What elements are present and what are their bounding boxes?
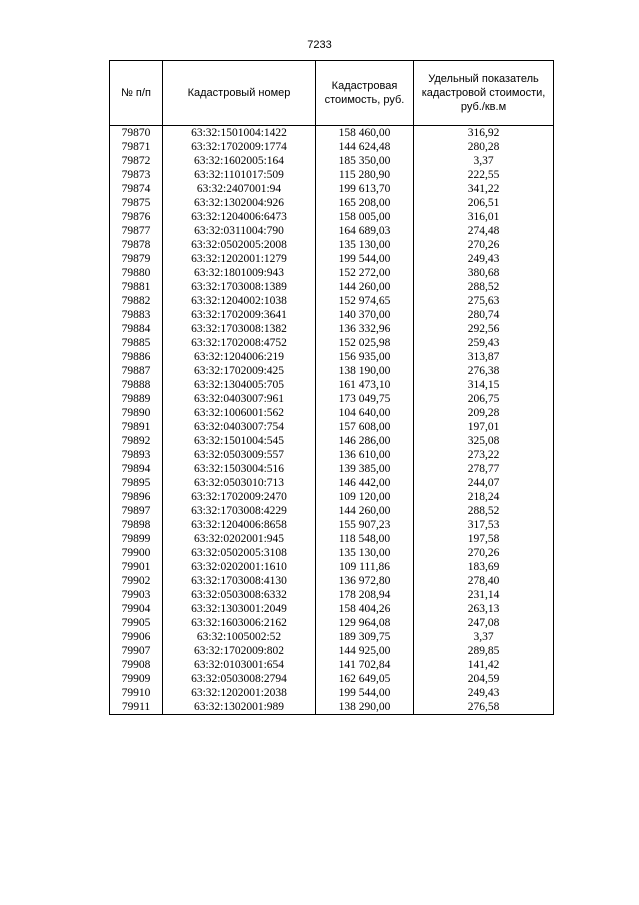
- specific-indicator: 380,68: [414, 266, 554, 280]
- cadastral-number: 63:32:1501004:545: [163, 434, 316, 448]
- cadastral-number: 63:32:1702009:1774: [163, 140, 316, 154]
- row-num: 79904: [110, 602, 163, 616]
- specific-indicator: 316,01: [414, 210, 554, 224]
- row-num: 79884: [110, 322, 163, 336]
- row-num: 79889: [110, 392, 163, 406]
- table-row: [110, 308, 554, 322]
- table-row: [110, 252, 554, 266]
- cadastral-number: 63:32:1702009:3641: [163, 308, 316, 322]
- specific-indicator: 249,43: [414, 252, 554, 266]
- cadastral-cost: 144 260,00: [316, 280, 414, 294]
- specific-indicator: 280,28: [414, 140, 554, 154]
- table-body: [110, 126, 554, 715]
- table-row: [110, 224, 554, 238]
- cadastral-cost: 189 309,75: [316, 630, 414, 644]
- cadastral-cost: 152 272,00: [316, 266, 414, 280]
- row-num: 79878: [110, 238, 163, 252]
- specific-indicator: 316,92: [414, 126, 554, 141]
- cadastral-number: 63:32:1501004:1422: [163, 126, 316, 141]
- table-row: [110, 504, 554, 518]
- table-row: [110, 658, 554, 672]
- table-row: [110, 602, 554, 616]
- cadastral-cost: 109 111,86: [316, 560, 414, 574]
- specific-indicator: 3,37: [414, 154, 554, 168]
- table-row: [110, 154, 554, 168]
- row-num: 79872: [110, 154, 163, 168]
- table-row: [110, 280, 554, 294]
- table-row: [110, 182, 554, 196]
- specific-indicator: 270,26: [414, 546, 554, 560]
- specific-indicator: 209,28: [414, 406, 554, 420]
- cadastral-cost: 152 974,65: [316, 294, 414, 308]
- cadastral-number: 63:32:1703008:4229: [163, 504, 316, 518]
- row-num: 79905: [110, 616, 163, 630]
- specific-indicator: 249,43: [414, 686, 554, 700]
- cadastral-number: 63:32:1304005:705: [163, 378, 316, 392]
- row-num: 79908: [110, 658, 163, 672]
- specific-indicator: 274,48: [414, 224, 554, 238]
- specific-indicator: 273,22: [414, 448, 554, 462]
- cadastral-cost: 144 624,48: [316, 140, 414, 154]
- cadastral-number: 63:32:0503010:713: [163, 476, 316, 490]
- cadastral-number: 63:32:0202001:945: [163, 532, 316, 546]
- specific-indicator: 314,15: [414, 378, 554, 392]
- cadastral-number: 63:32:1702009:802: [163, 644, 316, 658]
- row-num: 79896: [110, 490, 163, 504]
- row-num: 79886: [110, 350, 163, 364]
- cadastral-cost: 157 608,00: [316, 420, 414, 434]
- row-num: 79894: [110, 462, 163, 476]
- header-cadastral-cost: Кадастровая стоимость, руб.: [316, 61, 414, 126]
- specific-indicator: 141,42: [414, 658, 554, 672]
- table-row: [110, 686, 554, 700]
- row-num: 79900: [110, 546, 163, 560]
- row-num: 79885: [110, 336, 163, 350]
- specific-indicator: 206,51: [414, 196, 554, 210]
- table-row: [110, 294, 554, 308]
- header-specific-indicator: Удельный показатель кадастровой стоимости, руб./кв.м: [414, 61, 554, 126]
- table-row: [110, 266, 554, 280]
- cadastral-number: 63:32:0103001:654: [163, 658, 316, 672]
- cadastral-cost: 178 208,94: [316, 588, 414, 602]
- cadastral-number: 63:32:1204006:219: [163, 350, 316, 364]
- cadastral-number: 63:32:0503008:6332: [163, 588, 316, 602]
- cadastral-number: 63:32:1005002:52: [163, 630, 316, 644]
- cadastral-number: 63:32:0311004:790: [163, 224, 316, 238]
- cadastral-cost: 156 935,00: [316, 350, 414, 364]
- cadastral-cost: 118 548,00: [316, 532, 414, 546]
- table-row: [110, 140, 554, 154]
- table-row: [110, 616, 554, 630]
- specific-indicator: 278,40: [414, 574, 554, 588]
- specific-indicator: 341,22: [414, 182, 554, 196]
- cadastral-number: 63:32:1801009:943: [163, 266, 316, 280]
- row-num: 79873: [110, 168, 163, 182]
- cadastral-cost: 161 473,10: [316, 378, 414, 392]
- specific-indicator: 218,24: [414, 490, 554, 504]
- specific-indicator: 289,85: [414, 644, 554, 658]
- specific-indicator: 292,56: [414, 322, 554, 336]
- specific-indicator: 206,75: [414, 392, 554, 406]
- cadastral-cost: 139 385,00: [316, 462, 414, 476]
- table-row: [110, 518, 554, 532]
- cadastral-number: 63:32:1703008:1389: [163, 280, 316, 294]
- cadastral-cost: 115 280,90: [316, 168, 414, 182]
- cadastral-cost: 158 005,00: [316, 210, 414, 224]
- row-num: 79881: [110, 280, 163, 294]
- cadastral-number: 63:32:0503008:2794: [163, 672, 316, 686]
- row-num: 79880: [110, 266, 163, 280]
- cadastral-number: 63:32:1006001:562: [163, 406, 316, 420]
- table-row: [110, 560, 554, 574]
- cadastral-number: 63:32:1503004:516: [163, 462, 316, 476]
- row-num: 79871: [110, 140, 163, 154]
- cadastral-cost: 199 544,00: [316, 252, 414, 266]
- row-num: 79903: [110, 588, 163, 602]
- cadastral-number: 63:32:1702009:2470: [163, 490, 316, 504]
- cadastral-cost: 155 907,23: [316, 518, 414, 532]
- table-row: [110, 434, 554, 448]
- cadastral-number: 63:32:1302004:926: [163, 196, 316, 210]
- specific-indicator: 183,69: [414, 560, 554, 574]
- row-num: 79909: [110, 672, 163, 686]
- cadastral-cost: 146 286,00: [316, 434, 414, 448]
- row-num: 79910: [110, 686, 163, 700]
- cadastral-cost: 185 350,00: [316, 154, 414, 168]
- cadastral-number: 63:32:0503009:557: [163, 448, 316, 462]
- table-row: [110, 210, 554, 224]
- row-num: 79890: [110, 406, 163, 420]
- cadastral-cost: 104 640,00: [316, 406, 414, 420]
- specific-indicator: 197,01: [414, 420, 554, 434]
- cadastral-number: 63:32:1101017:509: [163, 168, 316, 182]
- row-num: 79906: [110, 630, 163, 644]
- specific-indicator: 231,14: [414, 588, 554, 602]
- row-num: 79901: [110, 560, 163, 574]
- cadastral-cost: 164 689,03: [316, 224, 414, 238]
- cadastral-cost: 109 120,00: [316, 490, 414, 504]
- specific-indicator: 317,53: [414, 518, 554, 532]
- row-num: 79879: [110, 252, 163, 266]
- row-num: 79883: [110, 308, 163, 322]
- specific-indicator: 288,52: [414, 504, 554, 518]
- row-num: 79897: [110, 504, 163, 518]
- cadastral-cost: 152 025,98: [316, 336, 414, 350]
- row-num: 79895: [110, 476, 163, 490]
- table-row: [110, 420, 554, 434]
- specific-indicator: 275,63: [414, 294, 554, 308]
- table-row: [110, 574, 554, 588]
- row-num: 79911: [110, 700, 163, 715]
- table-row: [110, 448, 554, 462]
- row-num: 79870: [110, 126, 163, 141]
- cadastral-cost: 136 972,80: [316, 574, 414, 588]
- table-row: [110, 196, 554, 210]
- cadastral-cost: 173 049,75: [316, 392, 414, 406]
- table-row: [110, 630, 554, 644]
- cadastral-number: 63:32:0403007:961: [163, 392, 316, 406]
- table-row: [110, 392, 554, 406]
- row-num: 79907: [110, 644, 163, 658]
- cadastral-cost: 136 332,96: [316, 322, 414, 336]
- row-num: 79891: [110, 420, 163, 434]
- cadastral-cost: 140 370,00: [316, 308, 414, 322]
- cadastral-cost: 141 702,84: [316, 658, 414, 672]
- specific-indicator: 280,74: [414, 308, 554, 322]
- cadastral-number: 63:32:1204002:1038: [163, 294, 316, 308]
- cadastral-cost: 146 442,00: [316, 476, 414, 490]
- cadastral-cost: 199 544,00: [316, 686, 414, 700]
- cadastral-number: 63:32:1202001:1279: [163, 252, 316, 266]
- specific-indicator: 244,07: [414, 476, 554, 490]
- cadastral-number: 63:32:1602005:164: [163, 154, 316, 168]
- specific-indicator: 325,08: [414, 434, 554, 448]
- cadastral-cost: 165 208,00: [316, 196, 414, 210]
- cadastral-value-table: [109, 60, 554, 715]
- cadastral-cost: 135 130,00: [316, 238, 414, 252]
- cadastral-number: 63:32:1204006:8658: [163, 518, 316, 532]
- specific-indicator: 276,38: [414, 364, 554, 378]
- specific-indicator: 197,58: [414, 532, 554, 546]
- cadastral-number: 63:32:1204006:6473: [163, 210, 316, 224]
- specific-indicator: 204,59: [414, 672, 554, 686]
- row-num: 79892: [110, 434, 163, 448]
- cadastral-number: 63:32:1703008:1382: [163, 322, 316, 336]
- cadastral-number: 63:32:0202001:1610: [163, 560, 316, 574]
- table-row: [110, 364, 554, 378]
- row-num: 79875: [110, 196, 163, 210]
- specific-indicator: 288,52: [414, 280, 554, 294]
- cadastral-number: 63:32:1302001:989: [163, 700, 316, 715]
- cadastral-cost: 144 925,00: [316, 644, 414, 658]
- specific-indicator: 270,26: [414, 238, 554, 252]
- cadastral-number: 63:32:1303001:2049: [163, 602, 316, 616]
- cadastral-number: 63:32:0502005:3108: [163, 546, 316, 560]
- specific-indicator: 259,43: [414, 336, 554, 350]
- table-row: [110, 672, 554, 686]
- cadastral-number: 63:32:1703008:4130: [163, 574, 316, 588]
- cadastral-cost: 138 290,00: [316, 700, 414, 715]
- cadastral-cost: 199 613,70: [316, 182, 414, 196]
- header-num: № п/п: [110, 61, 163, 126]
- row-num: 79893: [110, 448, 163, 462]
- cadastral-cost: 138 190,00: [316, 364, 414, 378]
- specific-indicator: 313,87: [414, 350, 554, 364]
- table-row: [110, 588, 554, 602]
- cadastral-cost: 136 610,00: [316, 448, 414, 462]
- cadastral-number: 63:32:2407001:94: [163, 182, 316, 196]
- table-row: [110, 476, 554, 490]
- cadastral-number: 63:32:0403007:754: [163, 420, 316, 434]
- row-num: 79882: [110, 294, 163, 308]
- row-num: 79887: [110, 364, 163, 378]
- table-row: [110, 490, 554, 504]
- specific-indicator: 3,37: [414, 630, 554, 644]
- row-num: 79888: [110, 378, 163, 392]
- cadastral-cost: 129 964,08: [316, 616, 414, 630]
- table-row: [110, 700, 554, 715]
- table-row: [110, 532, 554, 546]
- table-row: [110, 462, 554, 476]
- row-num: 79899: [110, 532, 163, 546]
- cadastral-number: 63:32:1702009:425: [163, 364, 316, 378]
- specific-indicator: 263,13: [414, 602, 554, 616]
- cadastral-cost: 135 130,00: [316, 546, 414, 560]
- table-row: [110, 350, 554, 364]
- header-cadastral-number: Кадастровый номер: [163, 61, 316, 126]
- row-num: 79874: [110, 182, 163, 196]
- table-row: [110, 238, 554, 252]
- cadastral-cost: 158 460,00: [316, 126, 414, 141]
- cadastral-number: 63:32:1603006:2162: [163, 616, 316, 630]
- cadastral-cost: 158 404,26: [316, 602, 414, 616]
- table-row: [110, 126, 554, 141]
- table-row: [110, 546, 554, 560]
- cadastral-cost: 144 260,00: [316, 504, 414, 518]
- specific-indicator: 247,08: [414, 616, 554, 630]
- cadastral-number: 63:32:1702008:4752: [163, 336, 316, 350]
- cadastral-cost: 162 649,05: [316, 672, 414, 686]
- specific-indicator: 278,77: [414, 462, 554, 476]
- table-header-row: [110, 61, 554, 126]
- page-number: 7233: [307, 39, 332, 51]
- specific-indicator: 276,58: [414, 700, 554, 715]
- cadastral-number: 63:32:0502005:2008: [163, 238, 316, 252]
- cadastral-number: 63:32:1202001:2038: [163, 686, 316, 700]
- table-row: [110, 378, 554, 392]
- specific-indicator: 222,55: [414, 168, 554, 182]
- table-row: [110, 406, 554, 420]
- row-num: 79898: [110, 518, 163, 532]
- table-row: [110, 336, 554, 350]
- row-num: 79877: [110, 224, 163, 238]
- row-num: 79876: [110, 210, 163, 224]
- row-num: 79902: [110, 574, 163, 588]
- table-row: [110, 644, 554, 658]
- table-row: [110, 322, 554, 336]
- table-row: [110, 168, 554, 182]
